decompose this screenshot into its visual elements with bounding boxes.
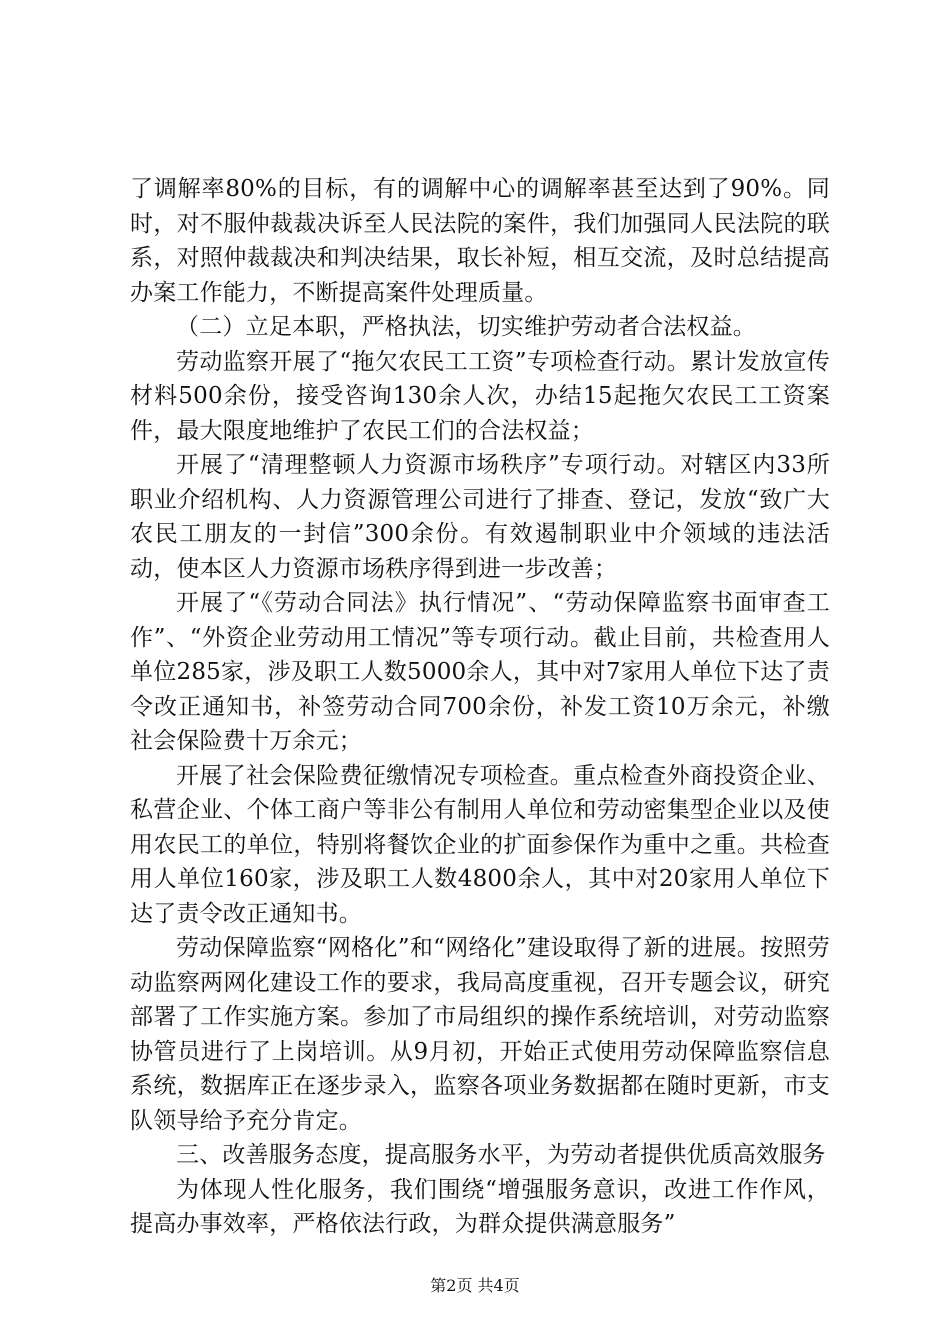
page-footer: 第2页 共4页 (430, 1276, 520, 1295)
paragraph-2-heading: （二）立足本职，严格执法，切实维护劳动者合法权益。 (176, 314, 756, 340)
paragraph-4: 开展了“清理整顿人力资源市场秩序”专项行动。对辖区内33所职业介绍机构、人力资源管理公司进行了排查、登记，发放“致广大农民工朋友的一封信”300余份。有效遏制职业中介领域的违法活动，使本区人力资源市场秩序得到进一步改善； (130, 452, 830, 582)
section-heading-3: 三、改善服务态度，提高服务水平，为劳动者提供优质高效服务 (176, 1142, 826, 1168)
paragraph-7: 劳动保障监察“网格化”和“网络化”建设取得了新的进展。按照劳动监察两网化建设工作的要求，我局高度重视，召开专题会议，研究部署了工作实施方案。参加了市局组织的操作系统培训，对劳动监察协管员进行了上岗培训。从9月初，开始正式使用劳动保障监察信息系统，数据库正在逐步录入，监察各项业务数据都在随时更新，市支队领导给予充分肯定。 (130, 935, 830, 1134)
paragraph-6: 开展了社会保险费征缴情况专项检查。重点检查外商投资企业、私营企业、个体工商户等非公有制用人单位和劳动密集型企业以及使用农民工的单位，特别将餐饮企业的扩面参保作为重中之重。共检查用人单位160家，涉及职工人数4800余人，其中对20家用人单位下达了责令改正通知书。 (130, 762, 830, 927)
paragraph-9: 为体现人性化服务，我们围绕“增强服务意识，改进工作作风，提高办事效率，严格依法行政，为群众提供满意服务” (130, 1176, 830, 1237)
paragraph-1: 了调解率80%的目标，有的调解中心的调解率甚至达到了90%。同时，对不服仲裁裁决诉至人民法院的案件，我们加强同人民法院的联系，对照仲裁裁决和判决结果，取长补短，相互交流，及时总结提高办案工作能力，不断提高案件处理质量。 (130, 176, 830, 306)
paragraph-5: 开展了“《劳动合同法》执行情况”、“劳动保障监察书面审查工作”、“外资企业劳动用工情况”等专项行动。截止目前，共检查用人单位285家，涉及职工人数5000余人，其中对7家用人单位下达了责令改正通知书，补签劳动合同700余份，补发工资10万余元，补缴社会保险费十万余元； (130, 590, 830, 754)
paragraph-3: 劳动监察开展了“拖欠农民工工资”专项检查行动。累计发放宣传材料500余份，接受咨询130余人次，办结15起拖欠农民工工资案件，最大限度地维护了农民工们的合法权益； (130, 348, 830, 444)
document-body (130, 172, 830, 1242)
